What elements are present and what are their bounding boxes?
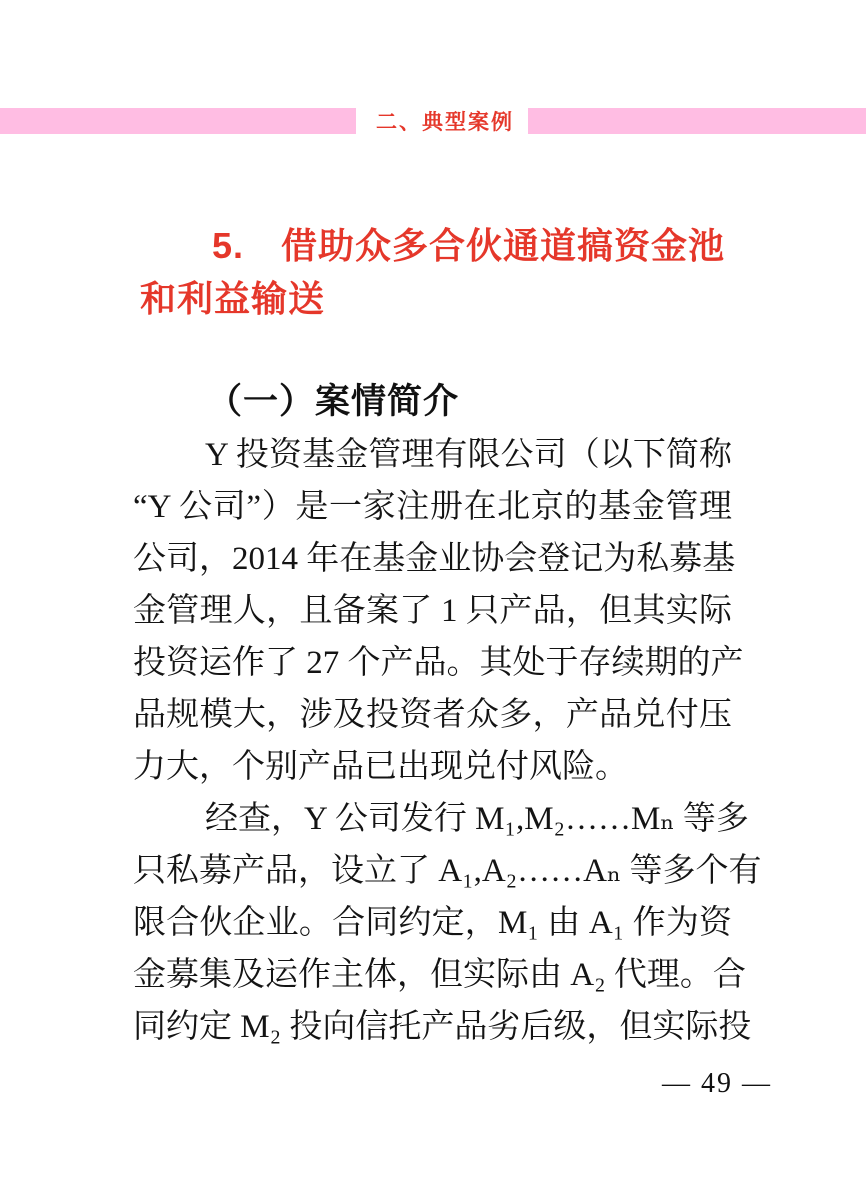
paragraph-line: 只私募产品，设立了 A₁,A₂……Aₙ 等多个有 bbox=[133, 853, 762, 889]
paragraph-line: 限合伙企业。合同约定，M₁ 由 A₁ 作为资 bbox=[133, 905, 732, 941]
chapter-title-line2: 和利益输送 bbox=[140, 278, 326, 319]
paragraph-line: 金管理人，且备案了 1 只产品，但其实际 bbox=[133, 593, 732, 629]
paragraph-line: 投资运作了 27 个产品。其处于存续期的产 bbox=[133, 645, 744, 681]
paragraph-line: 经查，Y 公司发行 M₁,M₂……Mₙ 等多 bbox=[205, 801, 749, 837]
running-head-bar-left bbox=[0, 108, 356, 134]
running-head-label: 二、典型案例 bbox=[376, 111, 514, 134]
running-head bbox=[0, 108, 866, 134]
chapter-title-line1: 5. 借助众多合伙通道搞资金池 bbox=[212, 225, 726, 266]
section-heading: （一）案情简介 bbox=[207, 382, 460, 421]
paragraph-line: 金募集及运作主体，但实际由 A₂ 代理。合 bbox=[133, 957, 746, 993]
paragraph-line: Y 投资基金管理有限公司（以下简称 bbox=[205, 437, 732, 473]
page-number: — 49 — bbox=[662, 1068, 772, 1099]
paragraph-line: 同约定 M₂ 投向信托产品劣后级，但实际投 bbox=[133, 1009, 752, 1045]
chapter-title bbox=[140, 219, 740, 325]
paragraph-line: 公司，2014 年在基金业协会登记为私募基 bbox=[133, 541, 736, 577]
paragraph-line: “Y 公司”）是一家注册在北京的基金管理 bbox=[133, 489, 732, 525]
paragraph-line: 力大，个别产品已出现兑付风险。 bbox=[133, 749, 628, 785]
paragraph-line: 品规模大，涉及投资者众多，产品兑付压 bbox=[133, 697, 732, 733]
running-head-bar-right bbox=[528, 108, 866, 134]
body-text bbox=[133, 429, 762, 1053]
